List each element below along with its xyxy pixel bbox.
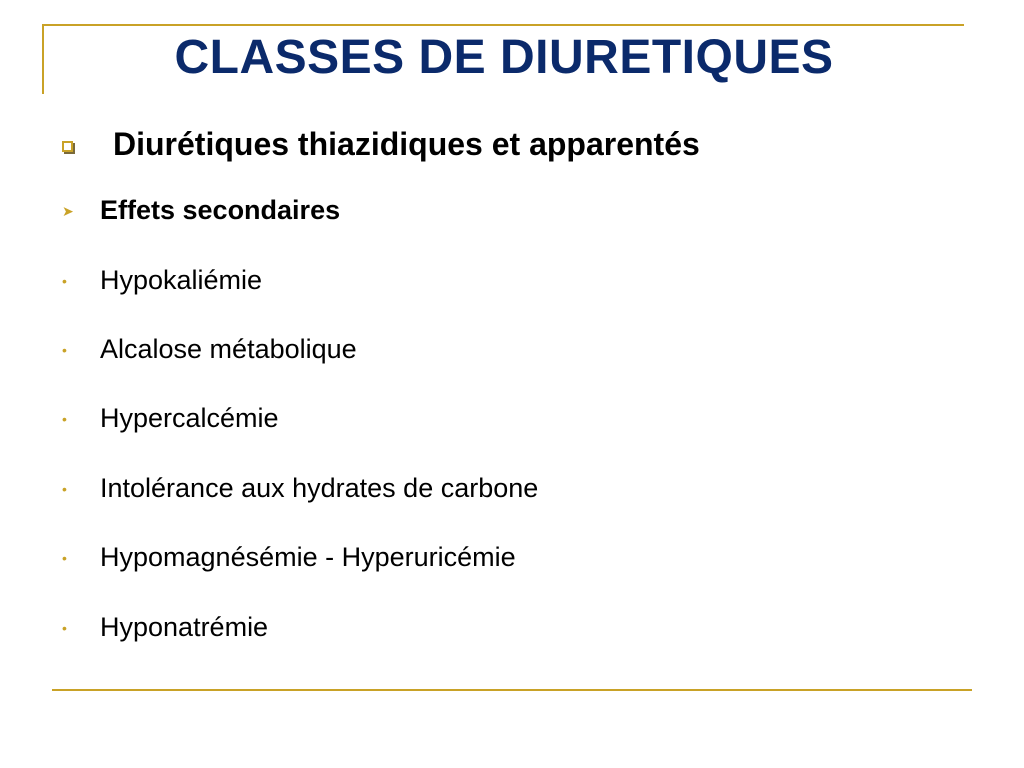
bottom-border-line — [52, 689, 972, 691]
subsection-heading-text: Effets secondaires — [100, 194, 341, 225]
section-heading — [62, 122, 700, 166]
dot-icon: • — [62, 481, 67, 497]
dot-icon: • — [62, 273, 67, 289]
slide-title: CLASSES DE DIURETIQUES — [174, 31, 834, 84]
list-item-text: Hypomagnésémie - Hyperuricémie — [100, 541, 516, 572]
subsection-heading — [62, 190, 340, 230]
list-item-text: Alcalose métabolique — [100, 333, 357, 364]
list-item-text: Hypercalcémie — [100, 402, 279, 433]
dot-icon: • — [62, 342, 67, 358]
list-item-text: Hypokaliémie — [100, 264, 263, 295]
top-border-line — [42, 24, 964, 26]
list-item-text: Hyponatrémie — [100, 611, 269, 642]
list-item-text: Intolérance aux hydrates de carbone — [100, 472, 539, 503]
dot-icon: • — [62, 550, 67, 566]
list-item — [62, 329, 357, 369]
list-item — [62, 607, 268, 647]
list-item — [62, 398, 279, 438]
list-item — [62, 468, 538, 508]
list-item — [62, 260, 262, 300]
arrowhead-icon: ➤ — [62, 203, 74, 219]
dot-icon: • — [62, 620, 67, 636]
checkbox-square-icon — [62, 141, 73, 152]
list-item — [62, 537, 516, 577]
dot-icon: • — [62, 411, 67, 427]
section-heading-text: Diurétiques thiazidiques et apparentés — [113, 125, 700, 162]
